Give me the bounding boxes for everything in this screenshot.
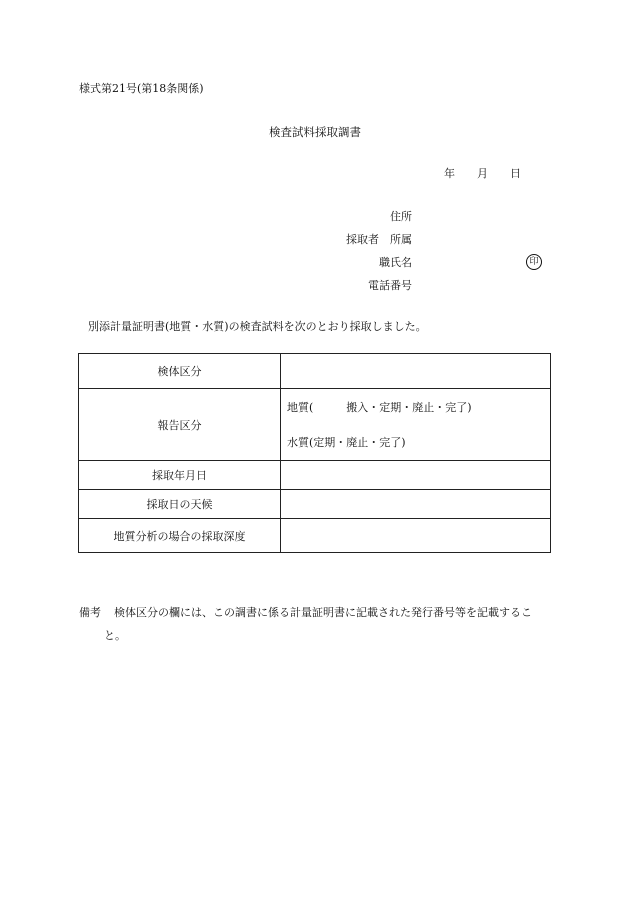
remarks-continuation: と。 — [104, 629, 126, 642]
sampling-weather-label: 採取日の天候 — [79, 490, 281, 519]
sampling-depth-value[interactable] — [281, 519, 551, 553]
table-row — [79, 519, 551, 553]
report-category-label: 報告区分 — [79, 389, 281, 461]
sampling-date-label: 採取年月日 — [79, 461, 281, 490]
table-row — [79, 354, 551, 389]
form-number: 様式第21号(第18条関係) — [79, 82, 204, 95]
report-water-options: 水質(定期・廃止・完了) — [287, 436, 406, 449]
phone-label: 電話番号 — [368, 279, 412, 292]
sampling-date-value[interactable] — [281, 461, 551, 490]
table-row — [79, 389, 551, 461]
document-title: 検査試料採取調書 — [269, 125, 361, 139]
sample-category-value[interactable] — [281, 354, 551, 389]
date-month-label: 月 — [477, 167, 488, 180]
date-line — [444, 168, 521, 179]
sampling-weather-value[interactable] — [281, 490, 551, 519]
remarks-label: 備考 — [79, 606, 101, 619]
collector-affiliation-label: 採取者 所属 — [346, 233, 412, 246]
address-label: 住所 — [390, 210, 412, 223]
date-year-label: 年 — [444, 167, 455, 180]
table-row — [79, 461, 551, 490]
seal-mark: 印 — [526, 254, 542, 270]
sampling-depth-label: 地質分析の場合の採取深度 — [79, 519, 281, 553]
report-soil-options: 地質( 搬入・定期・廃止・完了) — [287, 401, 472, 414]
date-day-label: 日 — [510, 167, 521, 180]
sample-category-label: 検体区分 — [79, 354, 281, 389]
intro-statement: 別添計量証明書(地質・水質)の検査試料を次のとおり採取しました。 — [88, 320, 427, 333]
report-category-value[interactable] — [281, 389, 551, 461]
remarks-text: 検体区分の欄には、この調書に係る計量証明書に記載された発行番号等を記載するこ — [114, 606, 532, 619]
sampling-table — [78, 353, 551, 553]
title-name-label: 職氏名 — [379, 256, 412, 269]
table-row — [79, 490, 551, 519]
